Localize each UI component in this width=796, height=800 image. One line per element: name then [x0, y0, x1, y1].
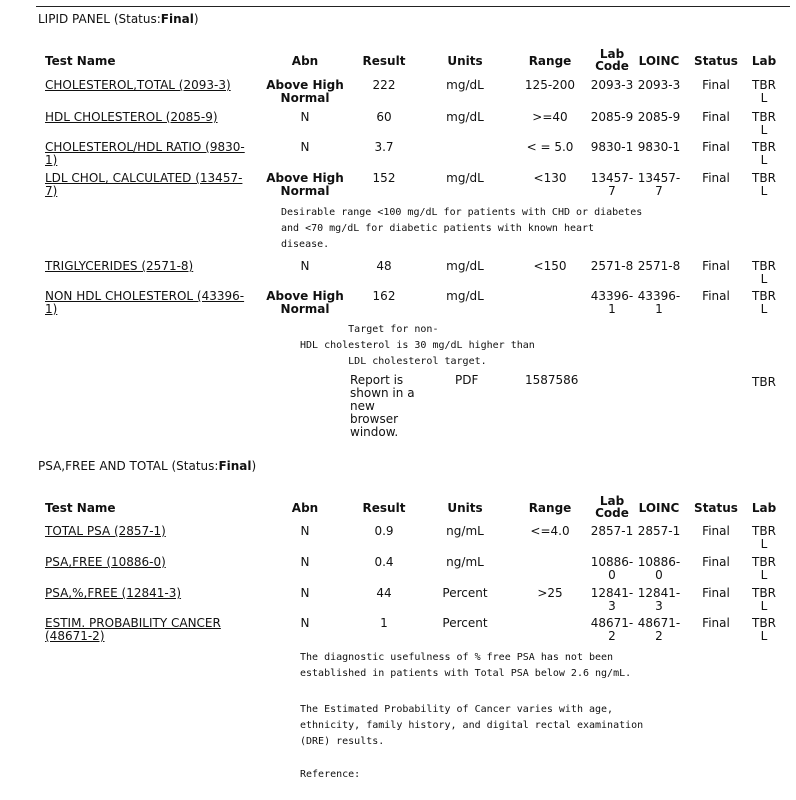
header-loinc: LOINC — [638, 54, 680, 68]
non-hdl-note: Target for non- HDL cholesterol is 30 mg/dL higher than LDL cholesterol target. — [300, 324, 535, 367]
abnormal-flag: Above High Normal — [266, 171, 344, 198]
status-close: ) — [251, 459, 257, 473]
lab-code-value: 48671- 2 — [590, 616, 634, 643]
loinc-value: 13457- 7 — [637, 171, 681, 198]
units-value: mg/dL — [446, 78, 484, 92]
header-loinc: LOINC — [638, 501, 680, 515]
range-value: <150 — [533, 259, 567, 273]
abnormal-flag: Above High Normal — [266, 289, 344, 316]
result-value: 152 — [372, 171, 396, 185]
range-value: >=40 — [532, 110, 568, 124]
test-name-link[interactable]: NON HDL CHOLESTEROL (43396-1) — [45, 289, 245, 316]
ldl-note: Desirable range <100 mg/dL for patients with CHD or diabetes and <70 mg/dL for diabetic patients with known heart disease. — [281, 207, 643, 250]
lab-value: TBR L — [752, 586, 776, 613]
result-value: 0.4 — [374, 555, 394, 569]
psa-note-3: Reference: — [300, 769, 361, 780]
test-name-link[interactable]: PSA,%,FREE (12841-3) — [45, 586, 182, 600]
header-lab: Lab — [751, 501, 777, 515]
psa-note-2: The Estimated Probability of Cancer varies with age, ethnicity, family history, and digital rectal examination (DRE) results. — [300, 704, 644, 747]
abnormal-flag: N — [300, 555, 310, 569]
loinc-value: 2085-9 — [637, 110, 681, 124]
lab-code-value: 2857-1 — [590, 524, 634, 538]
header-labcode: Lab Code — [595, 47, 629, 73]
loinc-value: 9830-1 — [637, 140, 681, 154]
result-value: 60 — [376, 110, 392, 124]
report-format: PDF — [455, 373, 479, 387]
lab-value: TBR L — [752, 140, 776, 167]
units-value: mg/dL — [446, 289, 484, 303]
section-name: PSA,FREE AND TOTAL — [38, 459, 168, 473]
header-status: Status — [694, 501, 738, 515]
lab-value: TBR L — [752, 78, 776, 105]
test-name-link[interactable]: CHOLESTEROL,TOTAL (2093-3) — [45, 78, 231, 92]
section-name: LIPID PANEL — [38, 12, 110, 26]
header-abn: Abn — [291, 501, 319, 515]
abnormal-flag: N — [300, 586, 310, 600]
test-name-link[interactable]: LDL CHOL, CALCULATED (13457-7) — [45, 171, 243, 198]
units-value: Percent — [442, 586, 488, 600]
loinc-value: 2571-8 — [637, 259, 681, 273]
test-name-link[interactable]: TOTAL PSA (2857-1) — [45, 524, 166, 538]
units-value: Percent — [442, 616, 488, 630]
header-abn: Abn — [291, 54, 319, 68]
result-value: 44 — [376, 586, 392, 600]
header-result: Result — [362, 501, 406, 515]
status-value: Final — [702, 110, 730, 124]
lab-code-value: 9830-1 — [590, 140, 634, 154]
header-status: Status — [694, 54, 738, 68]
lab-value: TBR L — [752, 171, 776, 198]
status-value: Final — [702, 616, 730, 630]
header-result: Result — [362, 54, 406, 68]
report-id: 1587586 — [525, 373, 579, 387]
units-value: ng/mL — [446, 524, 484, 538]
lab-code-value: 2085-9 — [590, 110, 634, 124]
range-value: 125-200 — [524, 78, 576, 92]
abnormal-flag: N — [300, 259, 310, 273]
header-test-name: Test Name — [45, 54, 116, 68]
header-labcode: Lab Code — [595, 494, 629, 520]
status-value: Final — [218, 459, 252, 473]
units-value: ng/mL — [446, 555, 484, 569]
result-value: 222 — [372, 78, 396, 92]
status-value: Final — [702, 524, 730, 538]
loinc-value: 12841- 3 — [637, 586, 681, 613]
section-title — [38, 12, 199, 26]
result-value: 162 — [372, 289, 396, 303]
status-value: Final — [702, 171, 730, 185]
loinc-value: 48671- 2 — [637, 616, 681, 643]
result-value: 0.9 — [374, 524, 394, 538]
header-lab: Lab — [751, 54, 777, 68]
range-value: <=4.0 — [530, 524, 570, 538]
lab-value: TBR L — [752, 555, 776, 582]
result-value: 48 — [376, 259, 392, 273]
loinc-value: 43396- 1 — [637, 289, 681, 316]
lab-value: TBR L — [752, 524, 776, 551]
range-value: >25 — [537, 586, 563, 600]
section-title — [38, 459, 256, 473]
status-value: Final — [702, 289, 730, 303]
range-value: <130 — [533, 171, 567, 185]
header-test-name: Test Name — [45, 501, 116, 515]
lab-code-value: 12841- 3 — [590, 586, 634, 613]
loinc-value: 2857-1 — [637, 524, 681, 538]
status-value: Final — [702, 78, 730, 92]
abnormal-flag: Above High Normal — [266, 78, 344, 105]
status-label: (Status: — [171, 459, 219, 473]
test-name-link[interactable]: HDL CHOLESTEROL (2085-9) — [45, 110, 218, 124]
units-value: mg/dL — [446, 110, 484, 124]
abnormal-flag: N — [300, 140, 310, 154]
lab-value: TBR L — [752, 259, 776, 286]
psa-note-1: The diagnostic usefulness of % free PSA has not been established in patients with Total PSA below 2.6 ng/mL. — [300, 652, 632, 679]
loinc-value: 10886- 0 — [637, 555, 681, 582]
test-name-link[interactable]: PSA,FREE (10886-0) — [45, 555, 166, 569]
status-value: Final — [702, 555, 730, 569]
lab-code-value: 43396- 1 — [590, 289, 634, 316]
lab-value: TBR L — [752, 289, 776, 316]
range-value: < = 5.0 — [526, 140, 574, 154]
loinc-value: 2093-3 — [637, 78, 681, 92]
lab-value: TBR L — [752, 110, 776, 137]
test-name-link[interactable]: CHOLESTEROL/HDL RATIO (9830-1) — [45, 140, 245, 167]
header-units: Units — [447, 54, 483, 68]
header-range: Range — [528, 54, 572, 68]
units-value: mg/dL — [446, 259, 484, 273]
status-close: ) — [193, 12, 199, 26]
header-units: Units — [447, 501, 483, 515]
status-value: Final — [702, 259, 730, 273]
abnormal-flag: N — [300, 524, 310, 538]
lab-code-value: 2571-8 — [590, 259, 634, 273]
status-value: Final — [702, 586, 730, 600]
status-value: Final — [702, 140, 730, 154]
report-link-text[interactable]: Report is shown in a new browser window. — [350, 373, 415, 439]
abnormal-flag: N — [300, 616, 310, 630]
test-name-link[interactable]: TRIGLYCERIDES (2571-8) — [45, 259, 194, 273]
top-rule — [36, 6, 790, 7]
status-label: (Status: — [113, 12, 161, 26]
status-value: Final — [160, 12, 194, 26]
report-lab: TBR — [752, 375, 776, 389]
test-name-link[interactable]: ESTIM. PROBABILITY CANCER (48671-2) — [45, 616, 221, 643]
result-value: 1 — [380, 616, 388, 630]
lab-code-value: 13457- 7 — [590, 171, 634, 198]
result-value: 3.7 — [374, 140, 394, 154]
lab-code-value: 10886- 0 — [590, 555, 634, 582]
units-value: mg/dL — [446, 171, 484, 185]
lab-value: TBR L — [752, 616, 776, 643]
abnormal-flag: N — [300, 110, 310, 124]
header-range: Range — [528, 501, 572, 515]
lab-code-value: 2093-3 — [590, 78, 634, 92]
